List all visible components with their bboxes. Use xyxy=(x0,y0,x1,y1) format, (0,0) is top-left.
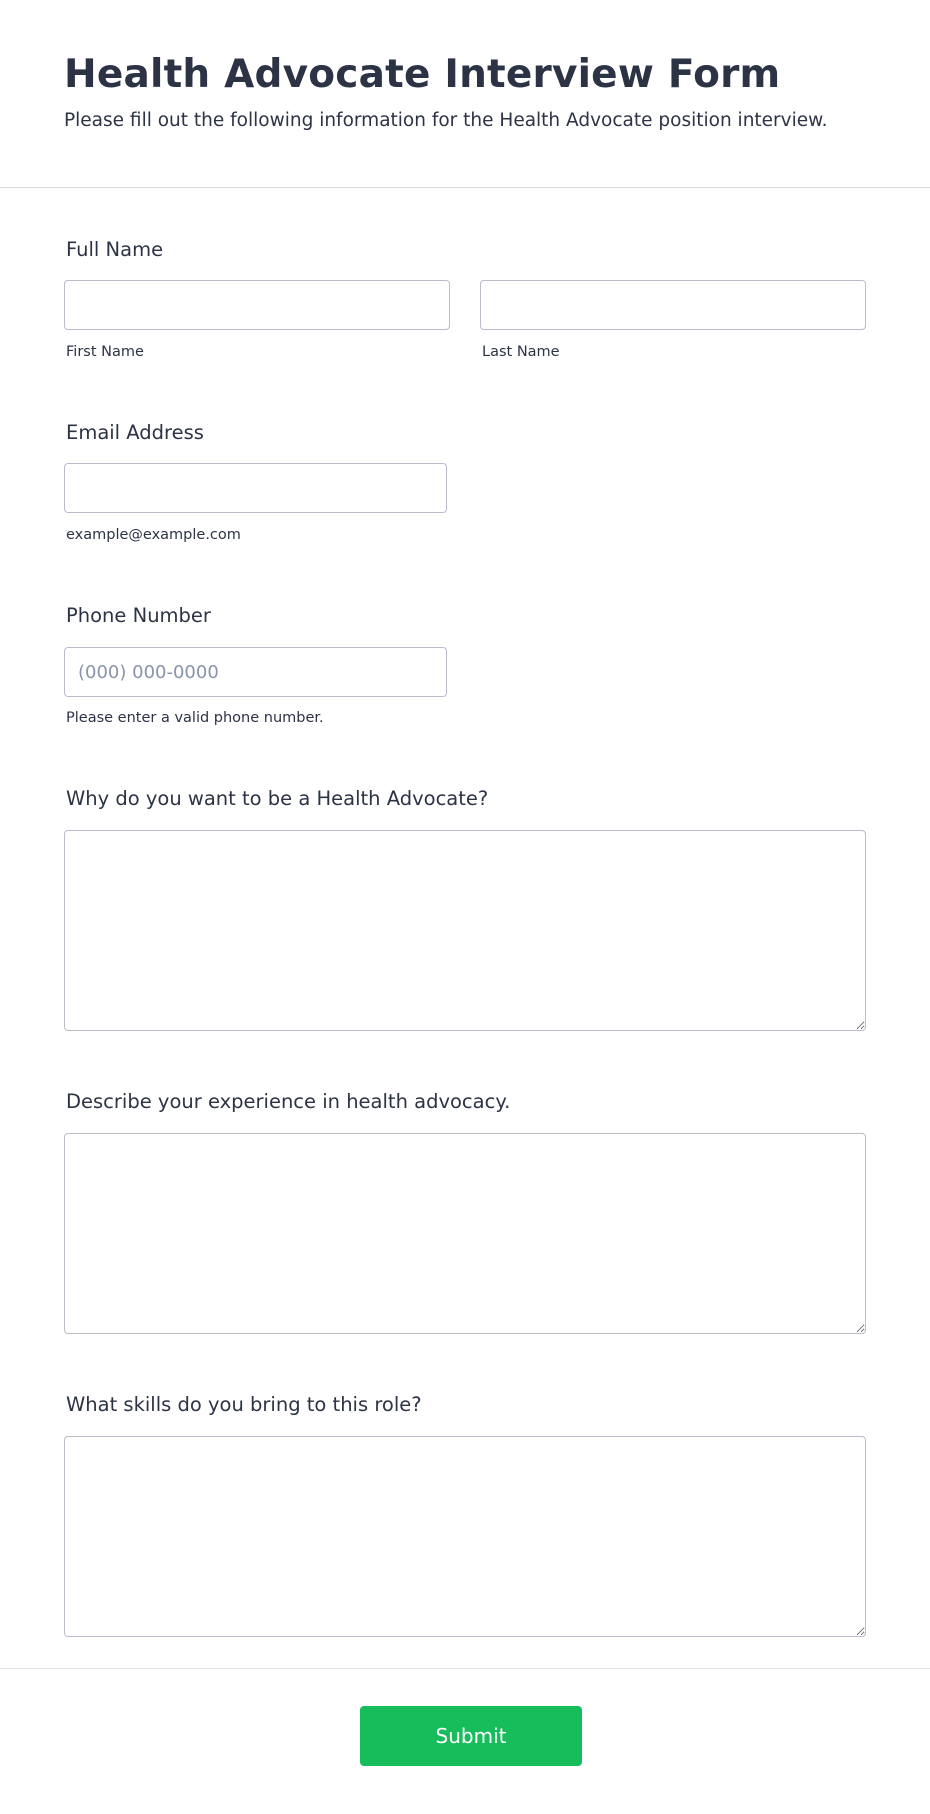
phone-label: Phone Number xyxy=(66,604,211,627)
skills-label: What skills do you bring to this role? xyxy=(66,1393,422,1416)
experience-textarea[interactable] xyxy=(64,1133,866,1334)
form-header xyxy=(0,0,930,188)
footer-divider xyxy=(0,1668,930,1669)
first-name-sublabel: First Name xyxy=(66,344,144,360)
page-title: Health Advocate Interview Form xyxy=(64,52,781,97)
email-sublabel: example@example.com xyxy=(66,527,241,543)
phone-sublabel: Please enter a valid phone number. xyxy=(66,710,324,726)
email-input[interactable] xyxy=(64,463,447,513)
full-name-label: Full Name xyxy=(66,238,164,261)
last-name-sublabel: Last Name xyxy=(482,344,560,360)
last-name-input[interactable] xyxy=(480,280,866,330)
why-textarea[interactable] xyxy=(64,830,866,1031)
submit-button[interactable]: Submit xyxy=(360,1706,582,1766)
why-label: Why do you want to be a Health Advocate? xyxy=(66,787,489,810)
skills-textarea[interactable] xyxy=(64,1436,866,1637)
email-label: Email Address xyxy=(66,421,204,444)
experience-label: Describe your experience in health advocacy. xyxy=(66,1090,511,1113)
first-name-input[interactable] xyxy=(64,280,450,330)
phone-input[interactable] xyxy=(64,647,447,697)
page-subtitle: Please fill out the following information for the Health Advocate position interview. xyxy=(64,110,828,131)
